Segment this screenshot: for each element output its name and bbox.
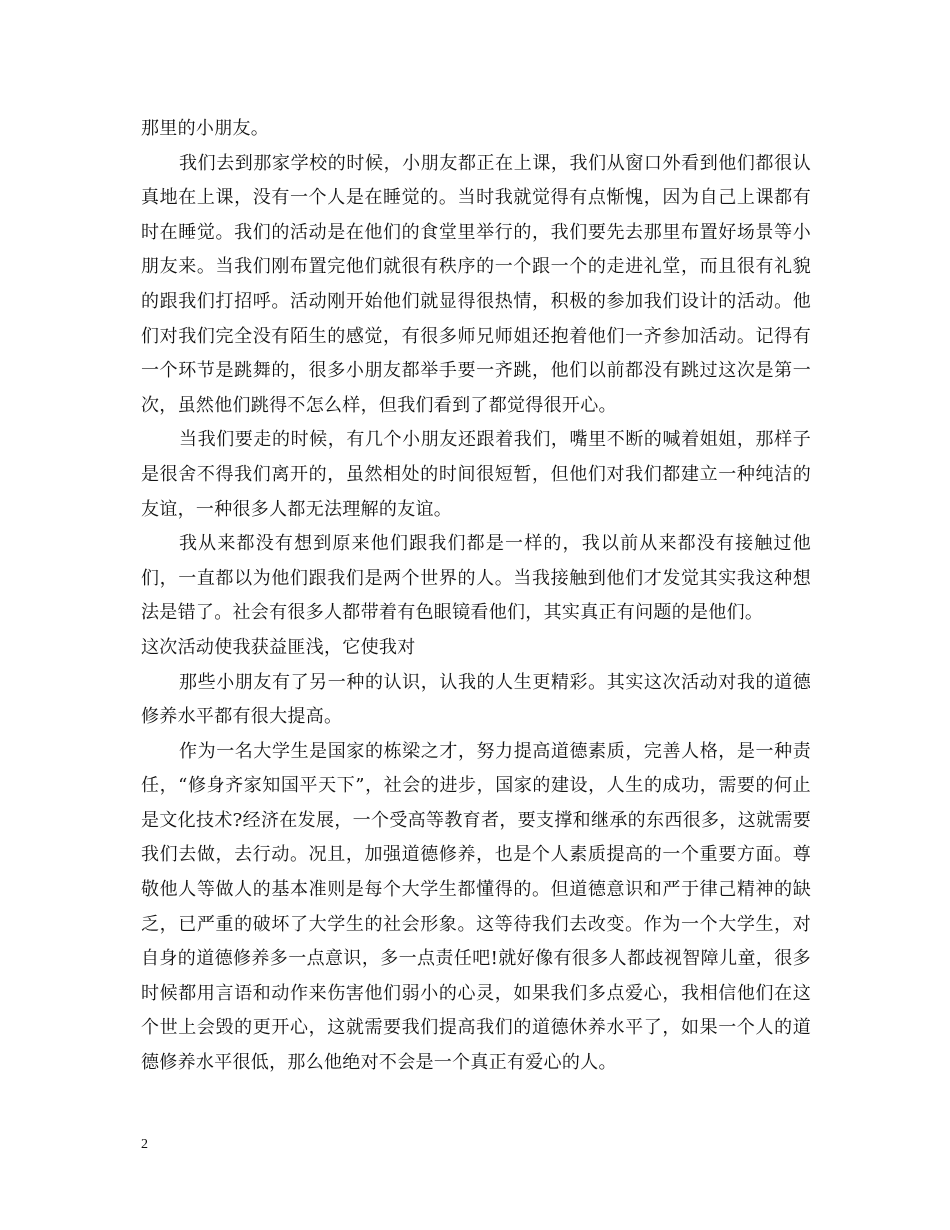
page-number: 2 (141, 1137, 148, 1152)
paragraph-new-understanding: 那些小朋友有了另一种的认识，认我的人生更精彩。其实这次活动对我的道德修养水平都有很大提高。 (141, 671, 811, 728)
paragraph-moral-responsibility: 作为一名大学生是国家的栋梁之才，努力提高道德素质，完善人格，是一种责任，“修身齐家知国平天下”，社会的进步，国家的建设，人生的成功，需要的何止是文化技术?经济在发展，一个受高等教育者，要支撑和继承的东西很多，这就需要我们去做，去行动。况且，加强道德修养，也是个人素质提高的一个重要方面。尊敬他人等做人的基本准则是每个大学生都懂得的。但道德意识和严于律己精神的缺乏，已严重的破坏了大学生的社会形象。这等待我们去改变。作为一个大学生，对自身的道德修养多一点意识，多一点责任吧!就好像有很多人都歧视智障儿童，很多时候都用言语和动作来伤害他们弱小的心灵，如果我们多点爱心，我相信他们在这个世上会毁的更开心，这就需要我们提高我们的道德休养水平了，如果一个人的道德修养水平很低，那么他绝对不会是一个真正有爱心的人。 (141, 740, 811, 1074)
paragraph-leaving: 当我们要走的时候，有几个小朋友还跟着我们，嘴里不断的喊着姐姐，那样子是很舍不得我们离开的，虽然相处的时间很短暂，但他们对我们都建立一种纯洁的友谊，一种很多人都无法理解的友谊。 (141, 429, 811, 520)
paragraph-continuation: 那里的小朋友。 (141, 118, 270, 139)
paragraph-school-visit: 我们去到那家学校的时候，小朋友都正在上课，我们从窗口外看到他们都很认真地在上课，没有一个人是在睡觉的。当时我就觉得有点惭愧，因为自己上课都有时在睡觉。我们的活动是在他们的食堂里举行的，我们要先去那里布置好场景等小朋友来。当我们刚布置完他们就很有秩序的一个跟一个的走进礼堂，而且很有礼貌的跟我们打招呼。活动刚开始他们就显得很热情，积极的参加我们设计的活动。他们对我们完全没有陌生的感觉，有很多师兄师姐还抱着他们一齐参加活动。记得有一个环节是跳舞的，很多小朋友都举手要一齐跳，他们以前都没有跳过这次是第一次，虽然他们跳得不怎么样，但我们看到了都觉得很开心。 (141, 152, 811, 416)
paragraph-realization: 我从来都没有想到原来他们跟我们都是一样的，我以前从来都没有接触过他们，一直都以为他们跟我们是两个世界的人。当我接触到他们才发觉其实我这种想法是错了。社会有很多人都带着有色眼镜看他们，其实真正有问题的是他们。 (141, 533, 811, 624)
document-body (141, 112, 811, 1081)
paragraph-benefit: 这次活动使我获益匪浅，它使我对 (141, 636, 416, 658)
